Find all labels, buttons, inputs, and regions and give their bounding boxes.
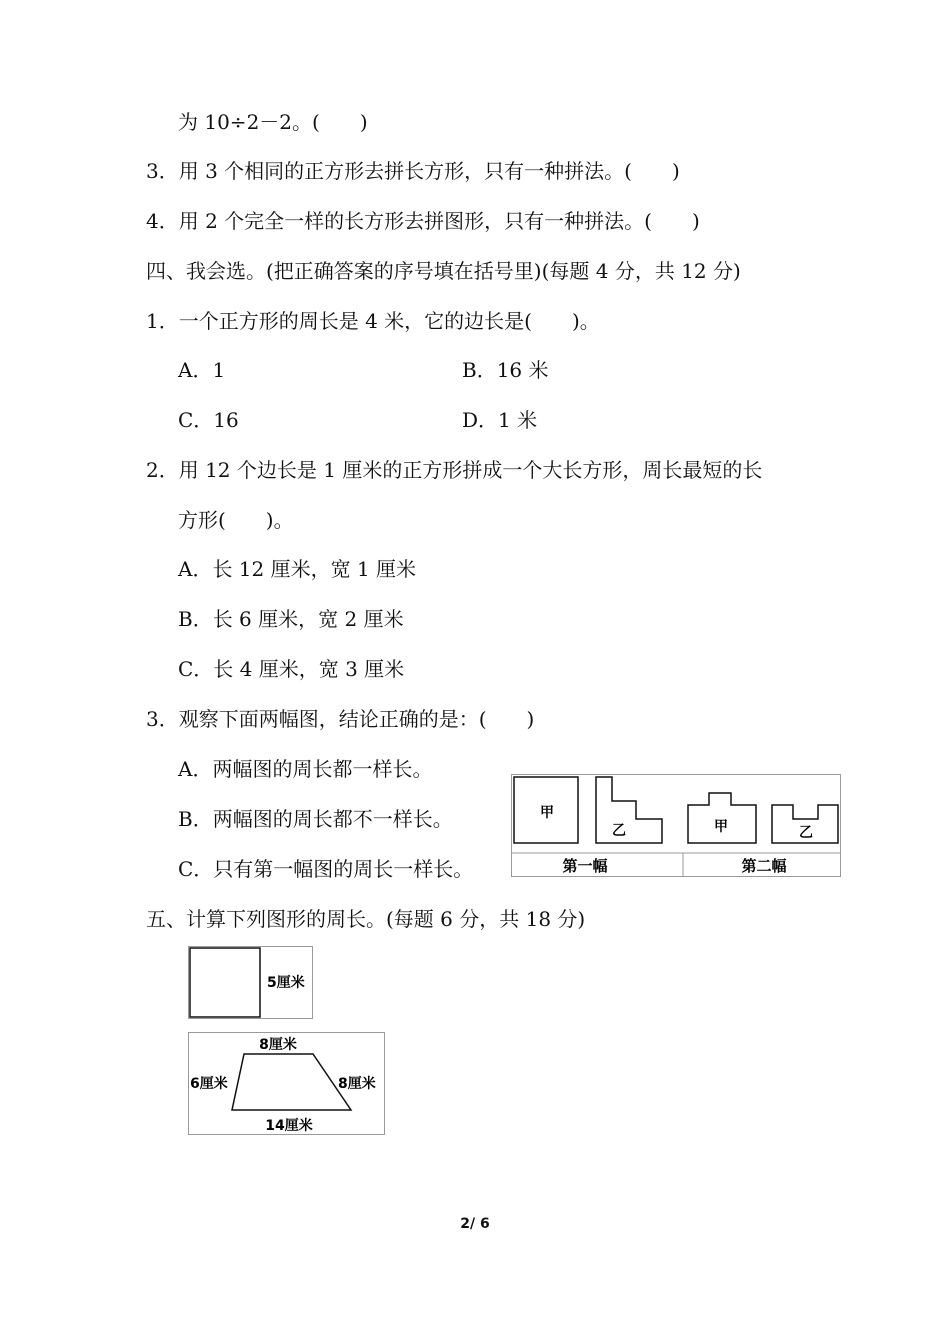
- mc-q1-option-c: C．16: [178, 408, 239, 432]
- line-q2-continuation: 为 10÷2－2。( ): [178, 110, 368, 134]
- stair-shape-yi: [596, 777, 662, 843]
- trapezoid-right-label: 8厘米: [338, 1076, 376, 1092]
- label-yi-1: 乙: [612, 823, 626, 839]
- label-yi-2: 乙: [799, 825, 813, 841]
- trapezoid-left-label: 6厘米: [190, 1076, 228, 1092]
- mc-q2-option-a: A．长 12 厘米，宽 1 厘米: [178, 557, 417, 581]
- square-shape: [190, 948, 260, 1017]
- mc-q1-option-d: D．1 米: [462, 408, 538, 432]
- mc-question-2: 2．用 12 个边长是 1 厘米的正方形拼成一个大长方形，周长最短的长: [146, 458, 763, 482]
- trapezoid-top-label: 8厘米: [259, 1037, 297, 1053]
- line-q4-true-false: 4．用 2 个完全一样的长方形去拼图形，只有一种拼法。( ): [146, 209, 700, 233]
- mc-question-2-cont: 方形( )。: [178, 508, 294, 532]
- section-four-heading: 四、我会选。(把正确答案的序号填在括号里)(每题 4 分，共 12 分): [146, 259, 741, 283]
- caption-first: 第一幅: [562, 857, 608, 875]
- line-q3-true-false: 3．用 3 个相同的正方形去拼长方形，只有一种拼法。( ): [146, 159, 680, 183]
- square-figure-svg: [189, 947, 312, 1018]
- comparison-figure: [511, 774, 841, 877]
- comparison-figure-svg: [512, 775, 840, 876]
- mc-question-1: 1．一个正方形的周长是 4 米，它的边长是( )。: [146, 309, 600, 333]
- square-side-label: 5厘米: [267, 975, 305, 991]
- square-figure: [188, 946, 313, 1019]
- bump-shape-jia: [688, 793, 756, 843]
- page-number: 2/ 6: [460, 1216, 490, 1232]
- section-five-heading: 五、计算下列图形的周长。(每题 6 分，共 18 分): [146, 907, 586, 931]
- trapezoid-figure: [188, 1032, 385, 1135]
- mc-question-3: 3．观察下面两幅图，结论正确的是：( ): [146, 707, 535, 731]
- mc-q2-option-b: B．长 6 厘米，宽 2 厘米: [178, 607, 404, 631]
- label-jia-2: 甲: [714, 819, 728, 835]
- trapezoid-figure-svg: [189, 1033, 384, 1134]
- trapezoid-bottom-label: 14厘米: [265, 1118, 313, 1134]
- mc-q3-option-c: C．只有第一幅图的周长一样长。: [178, 857, 474, 881]
- trapezoid-shape: [232, 1054, 351, 1110]
- mc-q1-option-a: A．1: [178, 358, 226, 382]
- label-jia-1: 甲: [540, 805, 554, 821]
- mc-q3-option-b: B．两幅图的周长都不一样长。: [178, 807, 453, 831]
- mc-q2-option-c: C．长 4 厘米，宽 3 厘米: [178, 657, 405, 681]
- mc-q1-option-b: B．16 米: [462, 358, 549, 382]
- caption-second: 第二幅: [741, 857, 787, 875]
- mc-q3-option-a: A．两幅图的周长都一样长。: [178, 757, 433, 781]
